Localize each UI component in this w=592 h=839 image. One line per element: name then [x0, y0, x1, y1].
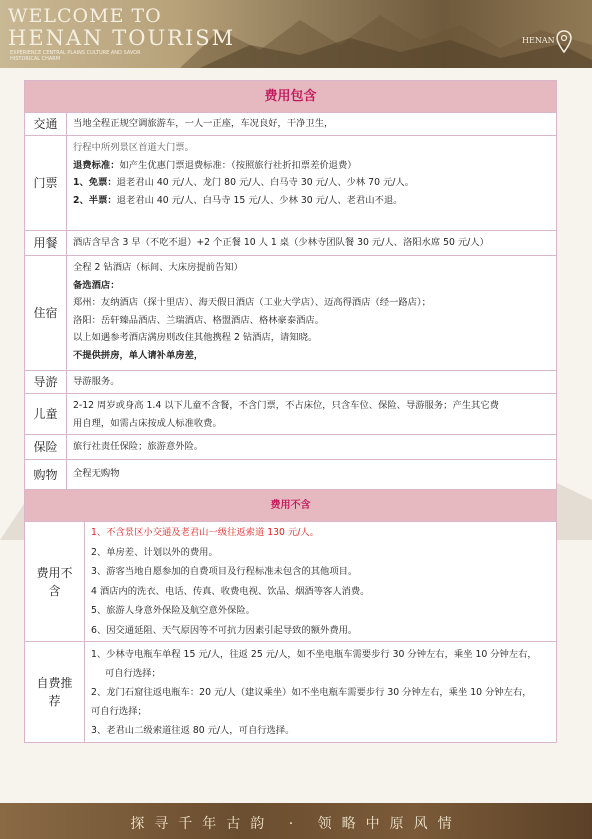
excluded-content [85, 522, 556, 641]
footer-slogan: 探寻千年古韵 · 领略中原风情 [130, 816, 462, 832]
excluded-item: 3、游客当地自愿参加的自费项目及行程标准未包含的其他项目。 [91, 566, 358, 578]
welcome-text: WELCOME TO [8, 5, 162, 27]
hotel-line-1: 全程 2 钻酒店（标间、大床房提前告知） [73, 262, 243, 273]
recommend-content [85, 642, 556, 742]
header-banner [0, 0, 592, 68]
recommend-line-2: 2、龙门石窟往返电瓶车：20 元/人（建议乘坐）如不坐电瓶车需要步行 30 分钟左右，乘坐 10 分钟左右， [91, 687, 532, 698]
insurance-text: 旅行社责任保险；旅游意外险。 [73, 441, 204, 452]
ticket-content [67, 136, 556, 230]
excluded-item: 1、不含景区小交通及老君山一级往返索道 130 元/人。 [91, 527, 319, 538]
recommend-line-3: 3、老君山二级索道往返 80 元/人，可自行选择。 [91, 725, 295, 736]
hotel-line-2: 备选酒店： [73, 279, 120, 291]
transport-label: 交通 [25, 113, 67, 135]
location-pin-icon [556, 30, 572, 54]
included-header: 费用包含 [25, 81, 556, 112]
meal-label: 用餐 [25, 231, 67, 255]
excluded-item: 6、因交通延阻、天气原因等不可抗力因素引起导致的额外费用。 [91, 624, 358, 636]
child-label: 儿童 [25, 394, 67, 434]
excluded-item: 2、单房差、计划以外的费用。 [91, 546, 218, 558]
excluded-header: 费用不含 [25, 490, 556, 521]
recommend-line-2b: 可自行选择； [91, 706, 147, 717]
hotel-line-3: 郑州：友纳酒店（探十里店）、海天假日酒店（工业大学店）、迈高得酒店（经一路店）； [73, 297, 431, 309]
footer-banner [0, 803, 592, 839]
ticket-line-4: 2、半票：退老君山 40 元/人、白马寺 15 元/人、少林 30 元/人、老君山不退。 [73, 194, 403, 206]
excluded-label: 费用不含 [25, 522, 85, 641]
hotel-label: 住宿 [25, 256, 67, 370]
hotel-line-5: 以上如遇参考酒店满房则改住其他携程 2 钻酒店，请知晓。 [73, 332, 318, 344]
fee-table [24, 80, 557, 743]
guide-label: 导游 [25, 371, 67, 393]
recommend-line-1: 1、少林寺电瓶车单程 15 元/人，往返 25 元/人，如不坐电瓶车需要步行 30 分钟左右，乘坐 10 分钟左右， [91, 649, 537, 660]
ticket-label: 门票 [25, 136, 67, 230]
insurance-label: 保险 [25, 435, 67, 459]
shopping-text: 全程无购物 [73, 468, 120, 479]
henan-tourism-text: HENAN TOURISM [8, 26, 236, 50]
shopping-label: 购物 [25, 460, 67, 489]
child-content [67, 394, 556, 434]
guide-text: 导游服务。 [73, 376, 120, 387]
henan-logo: HENAN [522, 36, 555, 45]
hotel-line-6: 不提供拼房，单人请补单房差， [73, 349, 204, 361]
recommend-line-1b: 可自行选择； [105, 668, 161, 679]
excluded-item: 5、旅游人身意外保险及航空意外保险。 [91, 605, 255, 617]
child-line-1: 2-12 周岁或身高 1.4 以下儿童不含餐，不含门票，不占床位，只含车位、保险、导游服务；产生其它费 [73, 400, 499, 411]
meal-text: 酒店含早含 3 早（不吃不退）+2 个正餐 10 人 1 桌（少林寺团队餐 30 元/人、洛阳水席 50 元/人） [73, 237, 489, 248]
hotel-line-4: 洛阳：岳轩臻品酒店、兰瑞酒店、格盟酒店、格林豪泰酒店。 [73, 314, 325, 326]
hotel-content [67, 256, 556, 370]
ticket-line-1: 行程中所列景区首道大门票。 [73, 142, 194, 153]
excluded-item: 4 酒店内的洗衣、电话、传真、收费电视、饮品、烟酒等客人消费。 [91, 585, 370, 597]
recommend-label: 自费推荐 [25, 642, 85, 742]
banner-subtitle: EXPERIENCE CENTRAL PLAINS CULTURE AND SAVOR HISTORICAL CHARM [10, 50, 141, 62]
child-line-2: 用自理，如需占床按成人标准收费。 [73, 417, 222, 429]
transport-text: 当地全程正规空调旅游车，一人一正座，车况良好，干净卫生， [73, 118, 334, 129]
ticket-line-2: 退费标准：如产生优惠门票退费标准：（按照旅行社折扣票差价退费） [73, 159, 357, 171]
ticket-line-3: 1、免票：退老君山 40 元/人、龙门 80 元/人、白马寺 30 元/人、少林 70 元/人。 [73, 177, 414, 188]
